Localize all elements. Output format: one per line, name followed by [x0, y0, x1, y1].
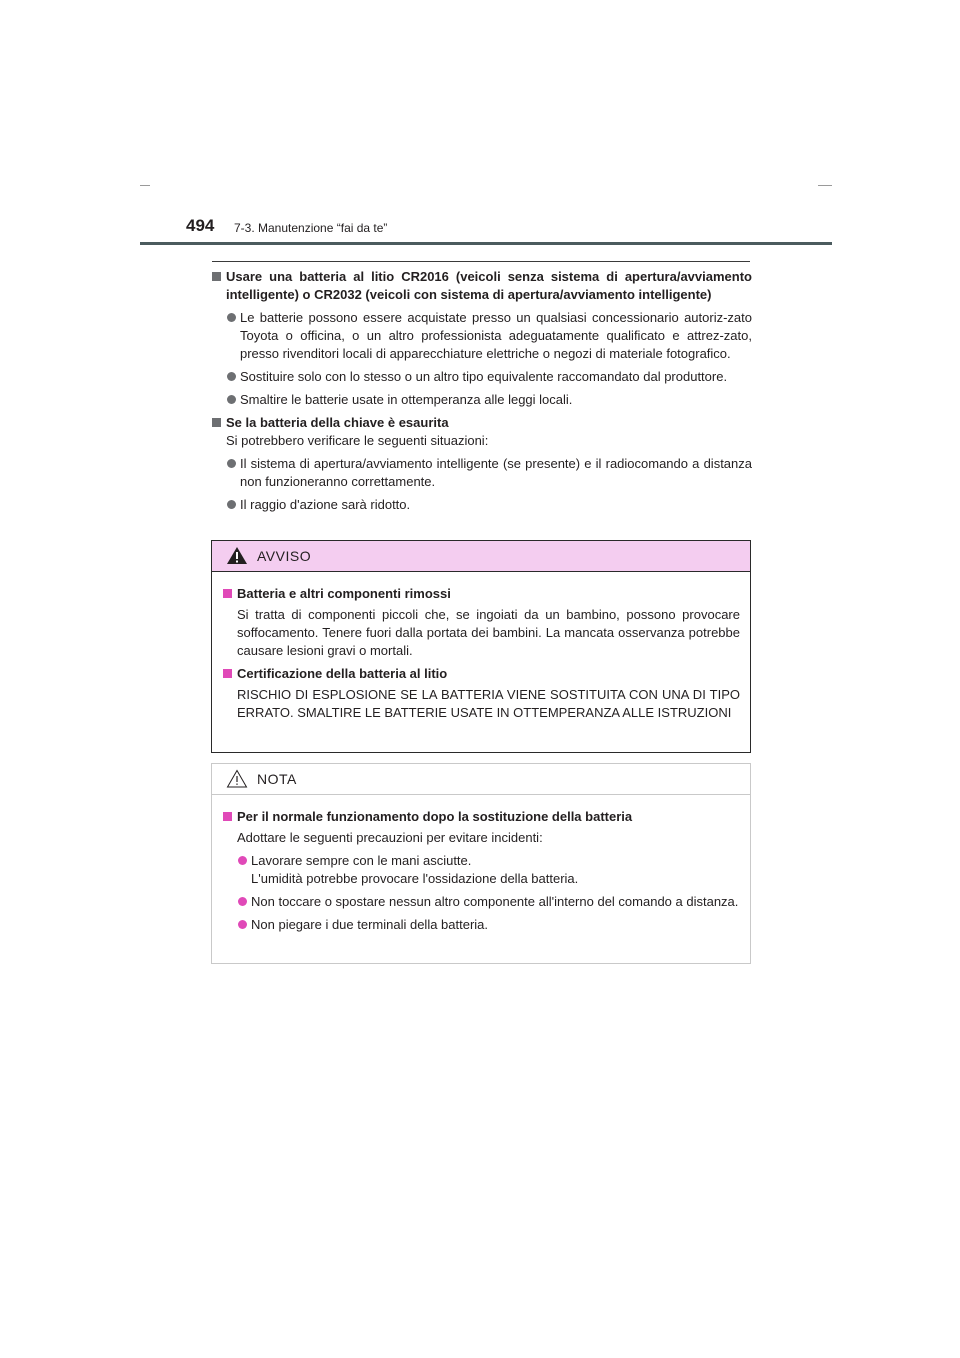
square-bullet-icon: [223, 812, 232, 821]
warning-triangle-icon: [226, 546, 248, 565]
warning-body: [212, 572, 750, 722]
crop-mark-right: [818, 185, 832, 186]
note-box: [211, 763, 751, 964]
square-bullet-icon: [223, 669, 232, 678]
list-item: Sostituire solo con lo stesso o un altro tipo equivalente raccomandato dal produttore.: [212, 368, 752, 386]
list-item: Smaltire le batterie usate in ottemperanza alle leggi locali.: [212, 391, 752, 409]
crop-mark-left: [140, 185, 150, 186]
circle-bullet-icon: [227, 459, 236, 468]
warning-text: Si tratta di componenti piccoli che, se ingoiati da un bambino, possono provocare soffocamento. Tenere fuori dalla portata dei bambini. La mancata osservanza potrebbe causare lesioni gravi o mortali.: [237, 607, 740, 658]
circle-bullet-icon: [227, 395, 236, 404]
list-item: Il sistema di apertura/avviamento intelligente (se presente) e il radiocomando a distanza non funzioneranno correttamente.: [212, 455, 752, 491]
warning-box: [211, 540, 751, 753]
section-intro: Si potrebbero verificare le seguenti situazioni:: [226, 433, 489, 448]
caution-triangle-icon: [226, 769, 248, 788]
warning-heading: Batteria e altri componenti rimossi: [223, 585, 740, 603]
square-bullet-icon: [223, 589, 232, 598]
square-bullet-icon: [212, 272, 221, 281]
note-title: NOTA: [257, 771, 297, 787]
list-item: Il raggio d'azione sarà ridotto.: [212, 496, 752, 514]
circle-bullet-icon: [227, 372, 236, 381]
circle-bullet-icon: [238, 856, 247, 865]
circle-bullet-icon: [238, 920, 247, 929]
page-number: 494: [186, 216, 215, 235]
list-item: Lavorare sempre con le mani asciutte. L'umidità potrebbe provocare l'ossidazione della batteria.: [223, 852, 740, 888]
note-body: [212, 795, 750, 934]
note-heading: Per il normale funzionamento dopo la sostituzione della batteria: [223, 808, 740, 826]
main-content: [212, 268, 752, 514]
section-heading: Usare una batteria al litio CR2016 (veicoli senza sistema di apertura/avviamento intelligente) o CR2032 (veicoli con sistema di apertura/avviamento intelligente): [212, 268, 752, 304]
square-bullet-icon: [212, 418, 221, 427]
warning-title: AVVISO: [257, 548, 312, 564]
list-item: Non piegare i due terminali della batteria.: [223, 916, 740, 934]
header-rule: [140, 242, 832, 245]
warning-heading: Certificazione della batteria al litio: [223, 665, 740, 683]
circle-bullet-icon: [227, 313, 236, 322]
note-header: [212, 764, 750, 795]
top-divider: [212, 261, 750, 262]
list-item: Le batterie possono essere acquistate presso un qualsiasi concessionario autoriz-zato Toyota o officina, o un altro professionista adeguatamente qualificato e attrez-zato, presso rivenditori locali di apparecchiature elettriche o negozi di materiale fotografico.: [212, 309, 752, 363]
section-header: 7-3. Manutenzione “fai da te”: [234, 221, 388, 235]
circle-bullet-icon: [238, 897, 247, 906]
note-intro: Adottare le seguenti precauzioni per evitare incidenti:: [237, 830, 543, 845]
warning-header: [212, 541, 750, 572]
list-item: Non toccare o spostare nessun altro componente all'interno del comando a distanza.: [223, 893, 740, 911]
circle-bullet-icon: [227, 500, 236, 509]
warning-text: RISCHIO DI ESPLOSIONE SE LA BATTERIA VIENE SOSTITUITA CON UNA DI TIPO ERRATO. SMALTIRE LE BATTERIE USATE IN OTTEMPERANZA ALLE ISTRUZIONI: [237, 687, 740, 720]
section-heading: Se la batteria della chiave è esaurita: [212, 414, 752, 432]
